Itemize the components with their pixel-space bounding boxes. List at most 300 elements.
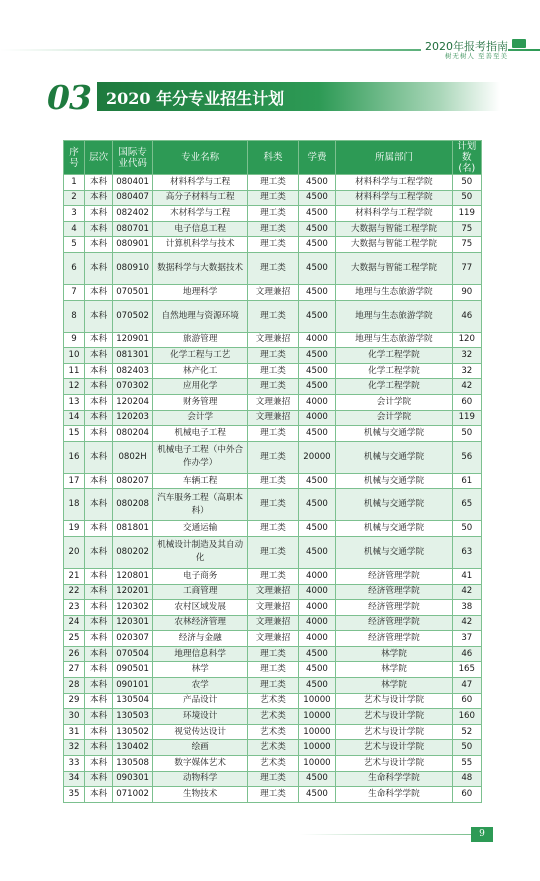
table-row <box>64 584 482 600</box>
cell-category: 理工类 <box>248 190 298 206</box>
cell-code: 120901 <box>113 332 153 348</box>
table-row <box>64 426 482 442</box>
cell-code: 120203 <box>113 410 153 426</box>
table-row <box>64 615 482 631</box>
cell-plan: 119 <box>452 206 481 222</box>
cell-code: 080407 <box>113 190 153 206</box>
cell-plan: 165 <box>452 662 481 678</box>
cell-code: 120301 <box>113 615 153 631</box>
cell-name: 高分子材料与工程 <box>153 190 248 206</box>
cell-department: 经济管理学院 <box>336 568 452 584</box>
table-body <box>64 175 482 803</box>
cell-department: 艺术与设计学院 <box>336 756 452 772</box>
cell-no: 31 <box>64 724 85 740</box>
cell-name: 生物技术 <box>153 787 248 803</box>
cell-no: 28 <box>64 678 85 694</box>
cell-department: 大数据与智能工程学院 <box>336 221 452 237</box>
cell-department: 林学院 <box>336 678 452 694</box>
cell-level: 本科 <box>84 631 112 647</box>
table-row <box>64 237 482 253</box>
cell-name: 绘画 <box>153 740 248 756</box>
cell-plan: 50 <box>452 521 481 537</box>
cell-category: 理工类 <box>248 568 298 584</box>
cell-no: 29 <box>64 693 85 709</box>
cell-plan: 42 <box>452 615 481 631</box>
cell-category: 理工类 <box>248 348 298 364</box>
cell-department: 经济管理学院 <box>336 584 452 600</box>
cell-code: 070501 <box>113 284 153 300</box>
cell-code: 0802H <box>113 441 153 473</box>
cell-category: 理工类 <box>248 363 298 379</box>
cell-level: 本科 <box>84 410 112 426</box>
cell-plan: 77 <box>452 252 481 284</box>
cell-category: 理工类 <box>248 662 298 678</box>
table-header-row <box>64 141 482 175</box>
cell-fee: 4500 <box>298 678 336 694</box>
cell-fee: 4500 <box>298 646 336 662</box>
cell-no: 27 <box>64 662 85 678</box>
cell-level: 本科 <box>84 771 112 787</box>
guide-subtitle: 树无树人 至善至美 <box>444 52 508 60</box>
table-row <box>64 709 482 725</box>
cell-name: 农学 <box>153 678 248 694</box>
cell-fee: 4000 <box>298 410 336 426</box>
table-row <box>64 536 482 568</box>
cell-department: 机械与交通学院 <box>336 473 452 489</box>
table-row <box>64 206 482 222</box>
cell-code: 080910 <box>113 252 153 284</box>
cell-plan: 56 <box>452 441 481 473</box>
cell-name: 旅游管理 <box>153 332 248 348</box>
cell-code: 080202 <box>113 536 153 568</box>
cell-name: 地理科学 <box>153 284 248 300</box>
table-row <box>64 756 482 772</box>
table-row <box>64 394 482 410</box>
cell-code: 120201 <box>113 584 153 600</box>
cell-name: 产品设计 <box>153 693 248 709</box>
cell-name: 材料科学与工程 <box>153 175 248 191</box>
cell-category: 理工类 <box>248 489 298 521</box>
cell-level: 本科 <box>84 756 112 772</box>
cell-category: 艺术类 <box>248 724 298 740</box>
cell-fee: 4500 <box>298 363 336 379</box>
cell-department: 大数据与智能工程学院 <box>336 252 452 284</box>
table-row <box>64 693 482 709</box>
cell-fee: 4500 <box>298 787 336 803</box>
cell-category: 理工类 <box>248 646 298 662</box>
cell-plan: 55 <box>452 756 481 772</box>
cell-fee: 4500 <box>298 521 336 537</box>
cell-no: 19 <box>64 521 85 537</box>
cell-name: 木材科学与工程 <box>153 206 248 222</box>
cell-code: 130402 <box>113 740 153 756</box>
cell-no: 32 <box>64 740 85 756</box>
cell-code: 130502 <box>113 724 153 740</box>
cell-plan: 90 <box>452 284 481 300</box>
cell-name: 数字媒体艺术 <box>153 756 248 772</box>
cell-no: 20 <box>64 536 85 568</box>
cell-category: 文理兼招 <box>248 584 298 600</box>
header-department: 所属部门 <box>336 141 452 175</box>
cell-category: 文理兼招 <box>248 284 298 300</box>
cell-plan: 46 <box>452 300 481 332</box>
cell-category: 理工类 <box>248 175 298 191</box>
cell-fee: 4500 <box>298 473 336 489</box>
cell-level: 本科 <box>84 175 112 191</box>
guide-title: 2020年报考指南 <box>421 38 508 54</box>
cell-level: 本科 <box>84 190 112 206</box>
cell-fee: 10000 <box>298 756 336 772</box>
cell-fee: 4500 <box>298 536 336 568</box>
cell-code: 080901 <box>113 237 153 253</box>
cell-department: 地理与生态旅游学院 <box>336 332 452 348</box>
cell-category: 理工类 <box>248 473 298 489</box>
cell-code: 080204 <box>113 426 153 442</box>
table-row <box>64 631 482 647</box>
cell-plan: 60 <box>452 787 481 803</box>
cell-category: 理工类 <box>248 221 298 237</box>
cell-level: 本科 <box>84 473 112 489</box>
cell-code: 090501 <box>113 662 153 678</box>
cell-fee: 10000 <box>298 693 336 709</box>
cell-plan: 60 <box>452 693 481 709</box>
cell-department: 机械与交通学院 <box>336 536 452 568</box>
cell-category: 理工类 <box>248 536 298 568</box>
cell-code: 082402 <box>113 206 153 222</box>
cell-name: 数据科学与大数据技术 <box>153 252 248 284</box>
cell-level: 本科 <box>84 237 112 253</box>
cell-department: 化学工程学院 <box>336 379 452 395</box>
cell-department: 经济管理学院 <box>336 631 452 647</box>
cell-plan: 47 <box>452 678 481 694</box>
table-row <box>64 662 482 678</box>
cell-code: 080207 <box>113 473 153 489</box>
cell-level: 本科 <box>84 787 112 803</box>
cell-category: 艺术类 <box>248 693 298 709</box>
cell-fee: 4500 <box>298 771 336 787</box>
cell-plan: 50 <box>452 190 481 206</box>
cell-fee: 4000 <box>298 600 336 616</box>
footer-rule <box>300 834 471 835</box>
cell-fee: 4000 <box>298 332 336 348</box>
header-plan: 计划数(名) <box>452 141 481 175</box>
table-row <box>64 332 482 348</box>
table-row <box>64 521 482 537</box>
cell-name: 林学 <box>153 662 248 678</box>
cell-department: 会计学院 <box>336 394 452 410</box>
cell-name: 视觉传达设计 <box>153 724 248 740</box>
cell-code: 081801 <box>113 521 153 537</box>
cell-name: 电子信息工程 <box>153 221 248 237</box>
cell-name: 机械设计制造及其自动化 <box>153 536 248 568</box>
cell-code: 020307 <box>113 631 153 647</box>
cell-fee: 20000 <box>298 441 336 473</box>
table-row <box>64 646 482 662</box>
cell-no: 30 <box>64 709 85 725</box>
table-row <box>64 678 482 694</box>
cell-no: 7 <box>64 284 85 300</box>
cell-category: 理工类 <box>248 237 298 253</box>
cell-category: 理工类 <box>248 678 298 694</box>
cell-department: 生命科学学院 <box>336 771 452 787</box>
cell-name: 自然地理与资源环境 <box>153 300 248 332</box>
table-row <box>64 568 482 584</box>
cell-category: 理工类 <box>248 441 298 473</box>
cell-name: 工商管理 <box>153 584 248 600</box>
cell-code: 080208 <box>113 489 153 521</box>
cell-category: 理工类 <box>248 787 298 803</box>
cell-name: 应用化学 <box>153 379 248 395</box>
cell-name: 环境设计 <box>153 709 248 725</box>
cell-no: 13 <box>64 394 85 410</box>
cell-department: 林学院 <box>336 662 452 678</box>
cell-no: 18 <box>64 489 85 521</box>
table-row <box>64 771 482 787</box>
cell-category: 文理兼招 <box>248 332 298 348</box>
cell-code: 090101 <box>113 678 153 694</box>
cell-no: 33 <box>64 756 85 772</box>
cell-code: 130508 <box>113 756 153 772</box>
cell-name: 农村区域发展 <box>153 600 248 616</box>
cell-no: 23 <box>64 600 85 616</box>
cell-plan: 48 <box>452 771 481 787</box>
cell-plan: 41 <box>452 568 481 584</box>
cell-fee: 10000 <box>298 709 336 725</box>
cell-no: 17 <box>64 473 85 489</box>
cell-fee: 4000 <box>298 631 336 647</box>
table-row <box>64 473 482 489</box>
cell-category: 理工类 <box>248 379 298 395</box>
cell-no: 10 <box>64 348 85 364</box>
cell-department: 林学院 <box>336 646 452 662</box>
table-row <box>64 787 482 803</box>
cell-code: 070302 <box>113 379 153 395</box>
cell-department: 艺术与设计学院 <box>336 709 452 725</box>
cell-plan: 61 <box>452 473 481 489</box>
cell-no: 35 <box>64 787 85 803</box>
cell-plan: 60 <box>452 394 481 410</box>
cell-name: 动物科学 <box>153 771 248 787</box>
cell-department: 机械与交通学院 <box>336 521 452 537</box>
cell-fee: 4500 <box>298 662 336 678</box>
table-row <box>64 284 482 300</box>
cell-no: 14 <box>64 410 85 426</box>
cell-level: 本科 <box>84 348 112 364</box>
cell-fee: 4500 <box>298 221 336 237</box>
cell-level: 本科 <box>84 709 112 725</box>
table-row <box>64 724 482 740</box>
cell-department: 生命科学学院 <box>336 787 452 803</box>
cell-code: 130504 <box>113 693 153 709</box>
cell-plan: 50 <box>452 426 481 442</box>
cell-no: 3 <box>64 206 85 222</box>
cell-name: 计算机科学与技术 <box>153 237 248 253</box>
cell-code: 082403 <box>113 363 153 379</box>
cell-category: 文理兼招 <box>248 410 298 426</box>
table-row <box>64 221 482 237</box>
cell-department: 化学工程学院 <box>336 363 452 379</box>
cell-department: 材料科学与工程学院 <box>336 175 452 191</box>
cell-fee: 4500 <box>298 426 336 442</box>
cell-fee: 4000 <box>298 568 336 584</box>
cell-no: 4 <box>64 221 85 237</box>
table-row <box>64 190 482 206</box>
cell-name: 汽车服务工程（高职本科） <box>153 489 248 521</box>
page-number: 9 <box>471 827 493 842</box>
cell-level: 本科 <box>84 426 112 442</box>
cell-department: 机械与交通学院 <box>336 426 452 442</box>
cell-plan: 50 <box>452 740 481 756</box>
cell-plan: 32 <box>452 363 481 379</box>
cell-fee: 4500 <box>298 252 336 284</box>
cell-fee: 4500 <box>298 206 336 222</box>
cell-level: 本科 <box>84 678 112 694</box>
cell-name: 化学工程与工艺 <box>153 348 248 364</box>
cell-level: 本科 <box>84 600 112 616</box>
cell-no: 2 <box>64 190 85 206</box>
cell-level: 本科 <box>84 332 112 348</box>
cell-code: 120204 <box>113 394 153 410</box>
cell-category: 理工类 <box>248 521 298 537</box>
cell-no: 26 <box>64 646 85 662</box>
cell-level: 本科 <box>84 740 112 756</box>
cell-plan: 120 <box>452 332 481 348</box>
cell-department: 机械与交通学院 <box>336 441 452 473</box>
cell-name: 车辆工程 <box>153 473 248 489</box>
cell-category: 文理兼招 <box>248 600 298 616</box>
table-row <box>64 379 482 395</box>
cell-category: 文理兼招 <box>248 631 298 647</box>
cell-level: 本科 <box>84 300 112 332</box>
table-row <box>64 300 482 332</box>
table-row <box>64 441 482 473</box>
cell-code: 070504 <box>113 646 153 662</box>
cell-level: 本科 <box>84 252 112 284</box>
cell-level: 本科 <box>84 584 112 600</box>
cell-department: 艺术与设计学院 <box>336 740 452 756</box>
cell-department: 经济管理学院 <box>336 615 452 631</box>
cell-no: 8 <box>64 300 85 332</box>
cell-level: 本科 <box>84 489 112 521</box>
cell-category: 艺术类 <box>248 740 298 756</box>
cell-level: 本科 <box>84 221 112 237</box>
cell-name: 林产化工 <box>153 363 248 379</box>
cell-plan: 52 <box>452 724 481 740</box>
cell-no: 34 <box>64 771 85 787</box>
cell-plan: 32 <box>452 348 481 364</box>
cell-plan: 42 <box>452 584 481 600</box>
cell-department: 经济管理学院 <box>336 600 452 616</box>
cell-name: 会计学 <box>153 410 248 426</box>
cell-no: 11 <box>64 363 85 379</box>
cell-plan: 50 <box>452 175 481 191</box>
cell-name: 机械电子工程 <box>153 426 248 442</box>
table-row <box>64 600 482 616</box>
cell-department: 机械与交通学院 <box>336 489 452 521</box>
cell-plan: 46 <box>452 646 481 662</box>
cell-fee: 4500 <box>298 489 336 521</box>
cell-plan: 38 <box>452 600 481 616</box>
cell-fee: 4500 <box>298 284 336 300</box>
cell-fee: 4500 <box>298 237 336 253</box>
header-name: 专业名称 <box>153 141 248 175</box>
cell-fee: 4500 <box>298 300 336 332</box>
cell-category: 理工类 <box>248 300 298 332</box>
cell-no: 24 <box>64 615 85 631</box>
cell-name: 财务管理 <box>153 394 248 410</box>
cell-no: 25 <box>64 631 85 647</box>
cell-department: 地理与生态旅游学院 <box>336 300 452 332</box>
section-number: 03 <box>47 78 91 117</box>
cell-level: 本科 <box>84 206 112 222</box>
header-code: 国际专业代码 <box>113 141 153 175</box>
cell-plan: 119 <box>452 410 481 426</box>
cell-fee: 4500 <box>298 348 336 364</box>
cell-plan: 63 <box>452 536 481 568</box>
cell-no: 9 <box>64 332 85 348</box>
table-row <box>64 363 482 379</box>
enrollment-plan-table <box>63 140 482 803</box>
cell-code: 090301 <box>113 771 153 787</box>
cell-department: 材料科学与工程学院 <box>336 190 452 206</box>
cell-level: 本科 <box>84 646 112 662</box>
cell-level: 本科 <box>84 568 112 584</box>
table-row <box>64 489 482 521</box>
cell-category: 理工类 <box>248 426 298 442</box>
cell-category: 文理兼招 <box>248 615 298 631</box>
cell-plan: 75 <box>452 237 481 253</box>
cell-category: 文理兼招 <box>248 394 298 410</box>
cell-department: 材料科学与工程学院 <box>336 206 452 222</box>
cell-level: 本科 <box>84 379 112 395</box>
cell-fee: 4500 <box>298 379 336 395</box>
cell-name: 经济与金融 <box>153 631 248 647</box>
header-fee: 学费 <box>298 141 336 175</box>
cell-no: 21 <box>64 568 85 584</box>
cell-code: 130503 <box>113 709 153 725</box>
cell-department: 化学工程学院 <box>336 348 452 364</box>
cell-plan: 160 <box>452 709 481 725</box>
cell-fee: 4500 <box>298 175 336 191</box>
cell-no: 12 <box>64 379 85 395</box>
cell-no: 1 <box>64 175 85 191</box>
cell-department: 地理与生态旅游学院 <box>336 284 452 300</box>
cell-no: 5 <box>64 237 85 253</box>
cell-code: 120801 <box>113 568 153 584</box>
table-row <box>64 410 482 426</box>
cell-level: 本科 <box>84 536 112 568</box>
cell-no: 6 <box>64 252 85 284</box>
cell-no: 22 <box>64 584 85 600</box>
cell-level: 本科 <box>84 284 112 300</box>
cell-category: 艺术类 <box>248 756 298 772</box>
cell-department: 艺术与设计学院 <box>336 693 452 709</box>
section-banner <box>97 82 500 111</box>
table-row <box>64 348 482 364</box>
cell-code: 081301 <box>113 348 153 364</box>
cell-fee: 4000 <box>298 584 336 600</box>
cell-plan: 37 <box>452 631 481 647</box>
header-category: 科类 <box>248 141 298 175</box>
cell-category: 艺术类 <box>248 709 298 725</box>
cell-name: 机械电子工程（中外合作办学） <box>153 441 248 473</box>
cell-level: 本科 <box>84 662 112 678</box>
cell-fee: 4000 <box>298 615 336 631</box>
cell-fee: 10000 <box>298 724 336 740</box>
cell-code: 070502 <box>113 300 153 332</box>
cell-fee: 4000 <box>298 394 336 410</box>
cell-plan: 65 <box>452 489 481 521</box>
